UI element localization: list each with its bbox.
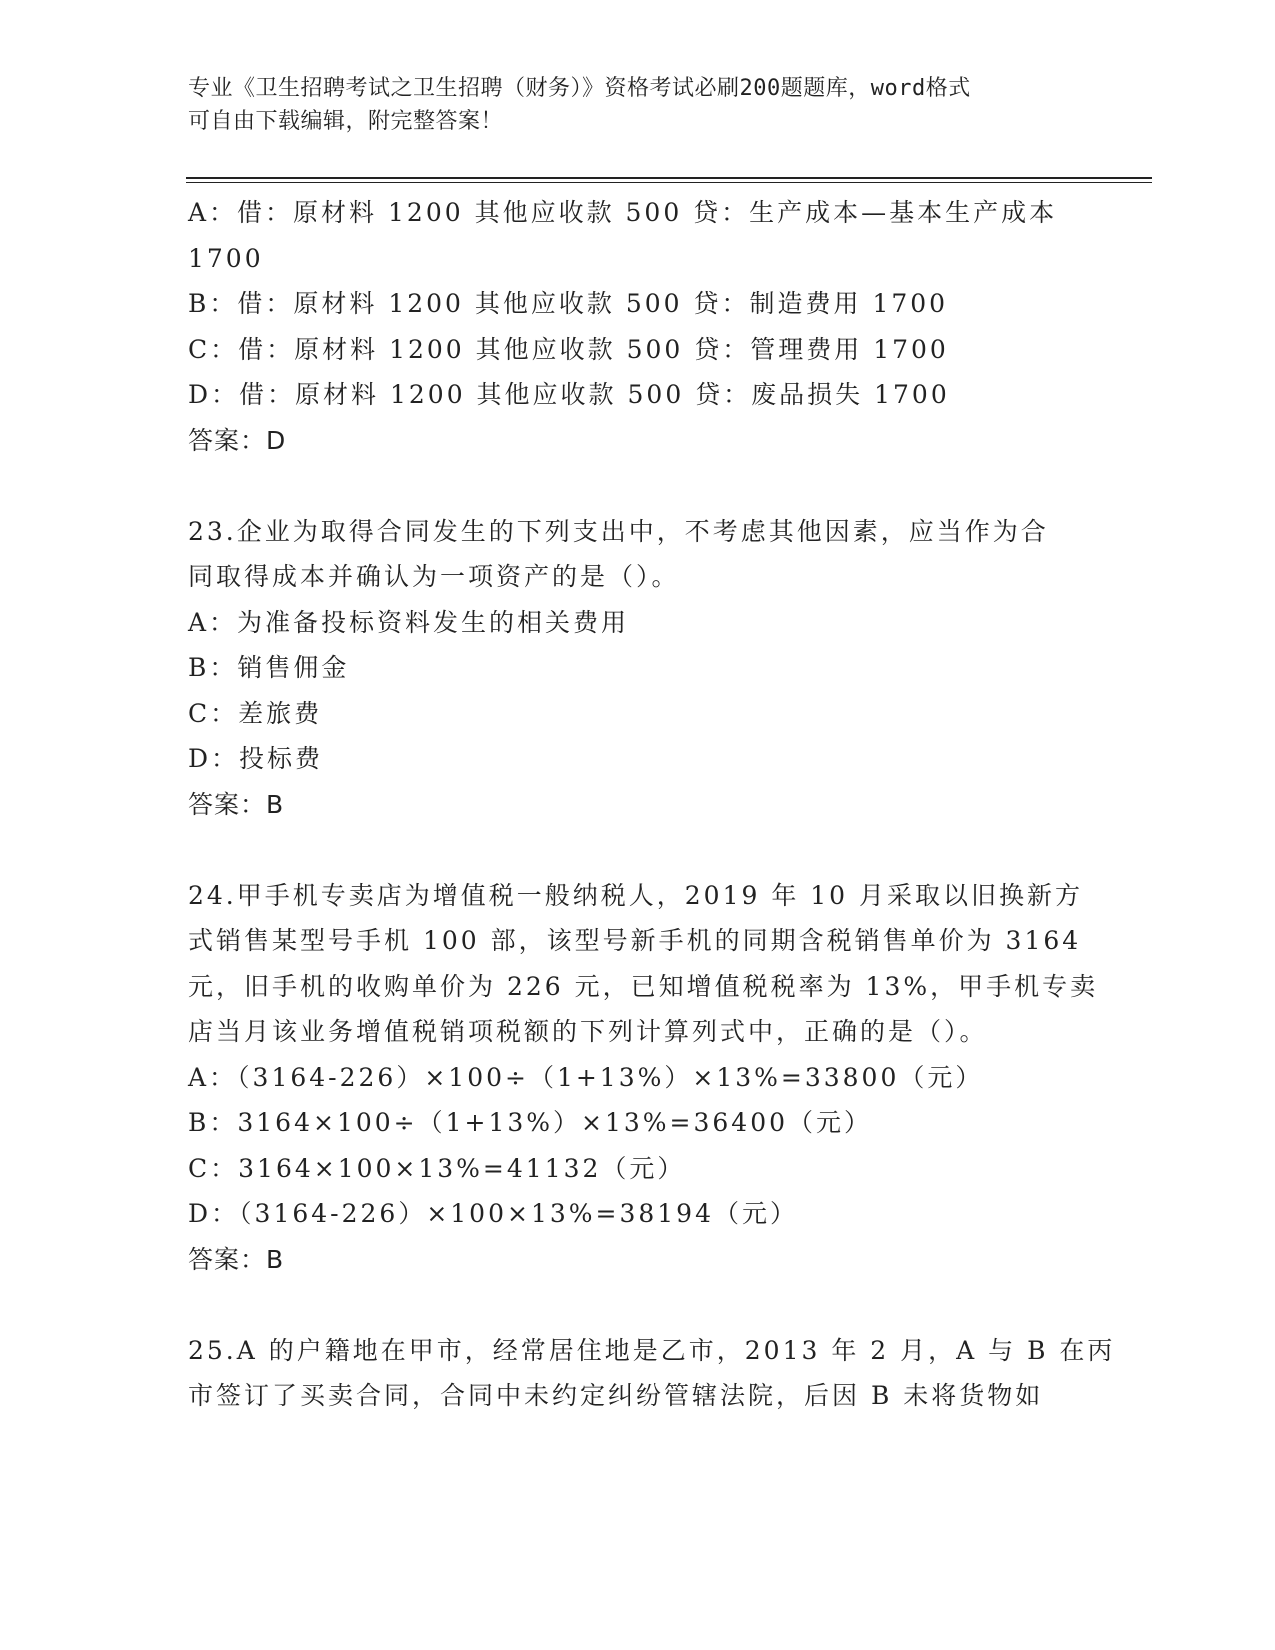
option-a: A：为准备投标资料发生的相关费用 (188, 607, 630, 637)
question-25 (188, 1328, 1116, 1419)
spacer (188, 1282, 1088, 1328)
answer: 答案：B (188, 789, 285, 819)
option-b: B：借：原材料 1200 其他应收款 500 贷：制造费用 1700 (188, 289, 949, 318)
header-line-1: 专业《卫生招聘考试之卫生招聘（财务）》资格考试必刷200题题库，word格式 (188, 76, 971, 101)
question-stem-line-1: 24.甲手机专卖店为增值税一般纳税人，2019 年 10 月采取以旧换新方 (188, 880, 1084, 910)
question-24 (188, 873, 1099, 1283)
question-stem-line-4: 店当月该业务增值税销项税额的下列计算列式中，正确的是（）。 (188, 1017, 988, 1046)
header-line-2: 可自由下载编辑，附完整答案！ (188, 109, 504, 134)
question-stem-line-1: 23.企业为取得合同发生的下列支出中，不考虑其他因素，应当作为合 (188, 516, 1049, 546)
option-c: C：借：原材料 1200 其他应收款 500 贷：管理费用 1700 (188, 334, 949, 364)
question-stem-line-2: 同取得成本并确认为一项资产的是（）。 (188, 562, 680, 591)
option-c: C：3164×100×13%=41132（元） (188, 1153, 686, 1183)
option-a: A：（3164-226）×100÷（1+13%）×13%=33800（元） (188, 1062, 984, 1092)
question-stem-line-3: 元，旧手机的收购单价为 226 元，已知增值税税率为 13%，甲手机专卖 (188, 971, 1099, 1001)
question-22 (188, 190, 1088, 463)
option-a-line-1: A：借：原材料 1200 其他应收款 500 贷：生产成本—基本生产成本 (188, 198, 1058, 227)
header-rule-thick (186, 177, 1152, 179)
option-c: C：差旅费 (188, 698, 323, 728)
question-stem-line-2: 市签订了买卖合同，合同中未约定纠纷管辖法院，后因 B 未将货物如 (188, 1381, 1044, 1410)
option-a-line-2: 1700 (188, 243, 264, 273)
question-stem-line-2: 式销售某型号手机 100 部，该型号新手机的同期含税销售单价为 3164 (188, 926, 1082, 955)
option-d: D：借：原材料 1200 其他应收款 500 贷：废品损失 1700 (188, 380, 950, 409)
spacer (188, 827, 1088, 873)
spacer (188, 463, 1088, 509)
option-b: B：3164×100÷（1+13%）×13%=36400（元） (188, 1108, 873, 1137)
option-d: D：（3164-226）×100×13%=38194（元） (188, 1199, 798, 1228)
option-d: D：投标费 (188, 744, 324, 773)
header-rule-thin (186, 182, 1152, 183)
question-content (188, 190, 1116, 1419)
answer: 答案：D (188, 425, 287, 455)
answer: 答案：B (188, 1244, 285, 1274)
document-header (188, 72, 1088, 138)
question-stem-line-1: 25.A 的户籍地在甲市，经常居住地是乙市，2013 年 2 月，A 与 B 在丙 (188, 1335, 1116, 1365)
question-23 (188, 509, 1088, 828)
option-b: B：销售佣金 (188, 653, 350, 682)
